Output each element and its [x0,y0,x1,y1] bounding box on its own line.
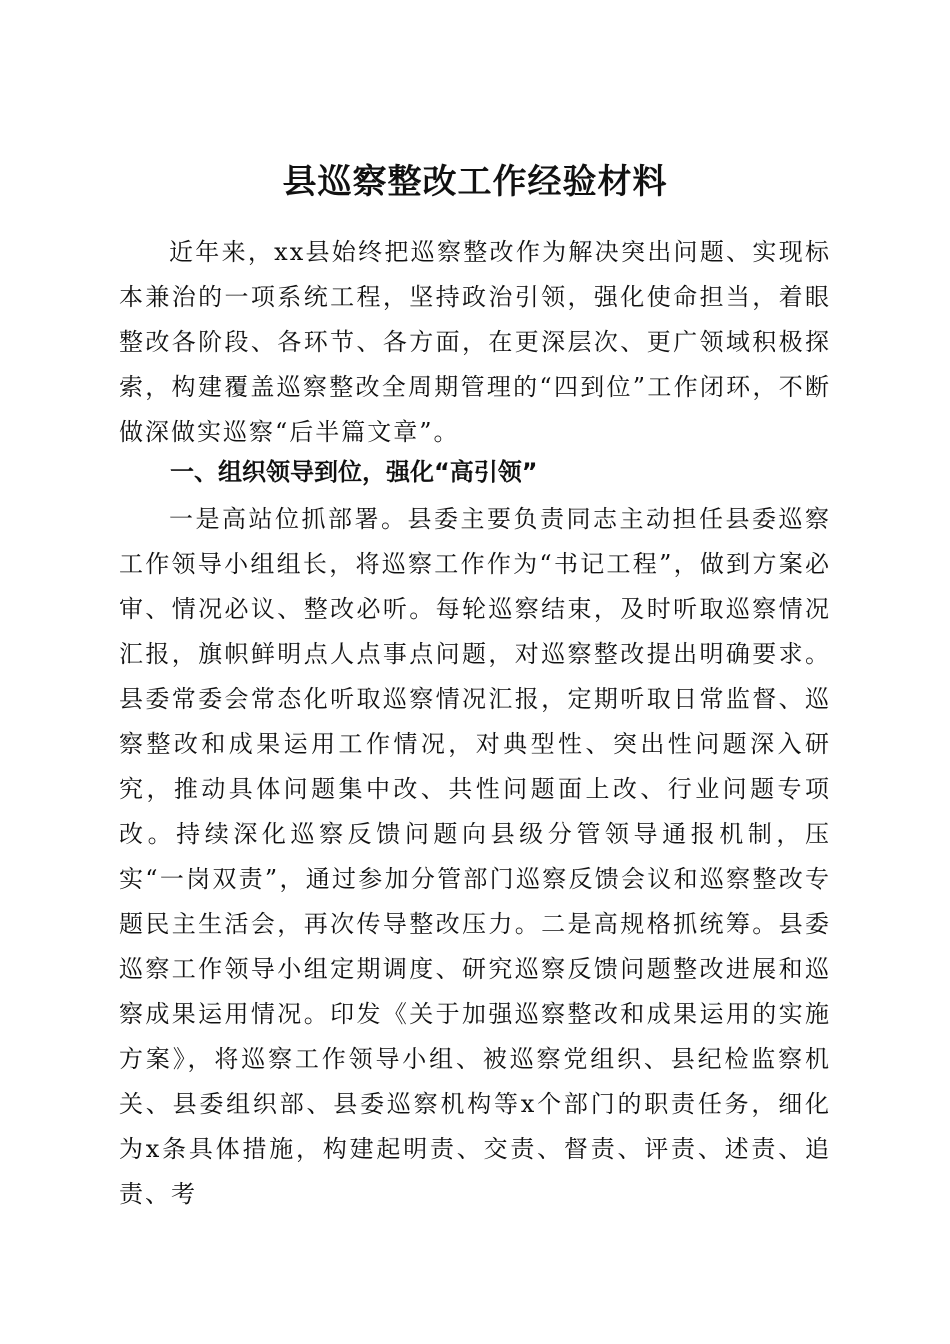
section-1-paragraph: 一是高站位抓部署。县委主要负责同志主动担任县委巡察工作领导小组组长，将巡察工作作为“书记工程”，做到方案必审、情况必议、整改必听。每轮巡察结束，及时听取巡察情况汇报，旗帜鲜明点人点事点问题，对巡察整改提出明确要求。县委常委会常态化听取巡察情况汇报，定期听取日常监督、巡察整改和成果运用工作情况，对典型性、突出性问题深入研究，推动具体问题集中改、共性问题面上改、行业问题专项改。持续深化巡察反馈问题向县级分管领导通报机制，压实“一岗双责”，通过参加分管部门巡察反馈会议和巡察整改专题民主生活会，再次传导整改压力。二是高规格抓统筹。县委巡察工作领导小组定期调度、研究巡察反馈问题整改进展和巡察成果运用情况。印发《关于加强巡察整改和成果运用的实施方案》，将巡察工作领导小组、被巡察党组织、县纪检监察机关、县委组织部、县委巡察机构等x个部门的职责任务，细化为x条具体措施，构建起明责、交责、督责、评责、述责、追责、考 [119,505,831,1208]
section-heading-1: 一、组织领导到位，强化“高引领” [170,458,538,486]
document-title: 县巡察整改工作经验材料 [282,161,668,202]
intro-paragraph: 近年来，xx县始终把巡察整改作为解决突出问题、实现标本兼治的一项系统工程，坚持政治引领，强化使命担当，着眼整改各阶段、各环节、各方面，在更深层次、更广领域积极探索，构建覆盖巡察整改全周期管理的“四到位”工作闭环，不断做深做实巡察“后半篇文章”。 [119,238,831,446]
